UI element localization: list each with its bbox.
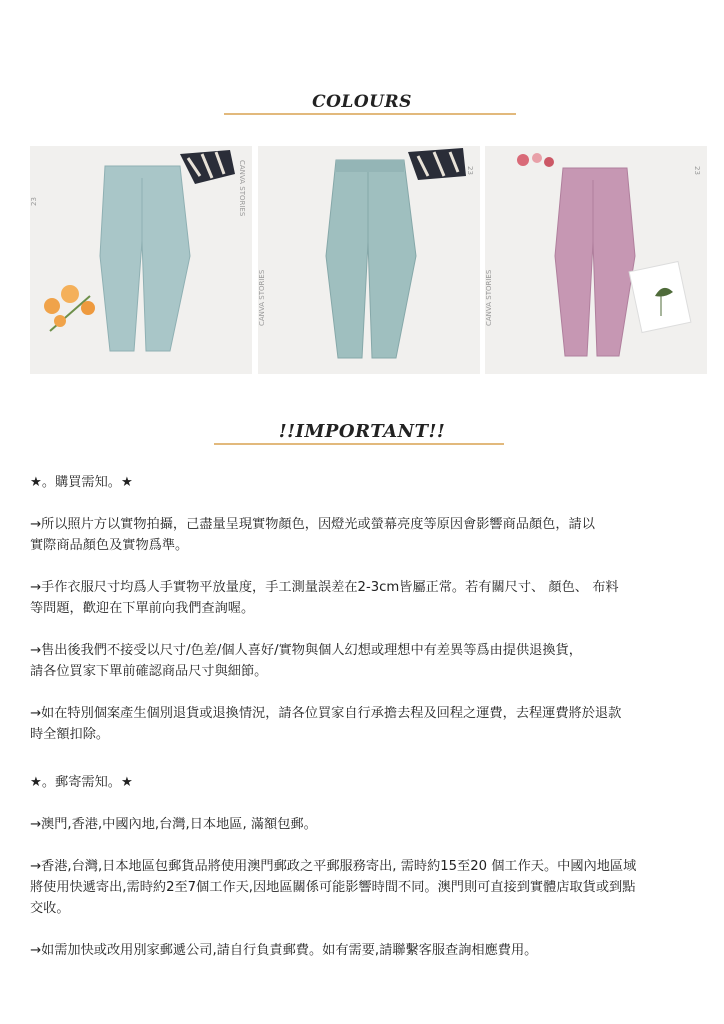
postal-item-delivery-time: →香港,台灣,日本地區包郵貨品將使用澳門郵政之平郵服務寄出, 需時約15至20 個工作天。中國內地區域 將使用快遞寄出,需時約2至7個工作天,因地區關係可能影響時間不同。澳門則可直接到實體店取貨或到點 交收。 [30, 859, 637, 916]
purchase-item-returns: →售出後我們不接受以尺寸/色差/個人喜好/實物與個人幻想或理想中有差異等爲由提供退換貨， 請各位買家下單前確認商品尺寸與細節。 [30, 643, 582, 679]
brand-watermark: CANVA STORIES [258, 269, 266, 326]
colours-underline [224, 113, 516, 115]
number-watermark: 23 [466, 166, 474, 175]
purchase-item-shipping-cost: →如在特別個案產生個別退貨或退換情況，請各位買家自行承擔去程及回程之運費，去程運費將於退款 時全額扣除。 [30, 706, 622, 742]
colours-heading: COLOURS [312, 92, 412, 112]
brand-watermark: CANVA STORIES [485, 269, 493, 326]
purchase-notes [30, 472, 690, 745]
purchase-item-measurements: →手作衣服尺寸均爲人手實物平放量度，手工測量誤差在2-3cm皆屬正常。若有關尺寸、 顏色、 布料 等問題，歡迎在下單前向我們查詢喔。 [30, 580, 619, 616]
fabric-prop [408, 148, 466, 180]
number-watermark: 23 [693, 166, 701, 175]
brand-watermark: CANVA STORIES [238, 160, 246, 217]
purchase-title: ★。購買需知。★ [30, 475, 133, 490]
postal-title: ★。郵寄需知。★ [30, 775, 133, 790]
blue-pants-photo [30, 146, 252, 374]
teal-pants-photo [258, 146, 480, 374]
important-underline [214, 443, 504, 445]
postal-item-regions: →澳門,香港,中國內地,台灣,日本地區, 滿額包郵。 [30, 817, 317, 832]
number-watermark: 23 [30, 197, 38, 206]
postal-item-express: →如需加快或改用別家郵遞公司,請自行負責郵費。如有需要,請聯繫客服查詢相應費用。 [30, 943, 538, 958]
purchase-item-photos: →所以照片方以實物拍攝，己盡量呈現實物顏色，因燈光或螢幕亮度等原因會影響商品顏色，請以 實際商品顏色及實物爲準。 [30, 517, 595, 553]
pink-pants-photo [485, 146, 707, 374]
postal-notes [30, 772, 690, 961]
important-heading: !!IMPORTANT!! [278, 421, 446, 442]
